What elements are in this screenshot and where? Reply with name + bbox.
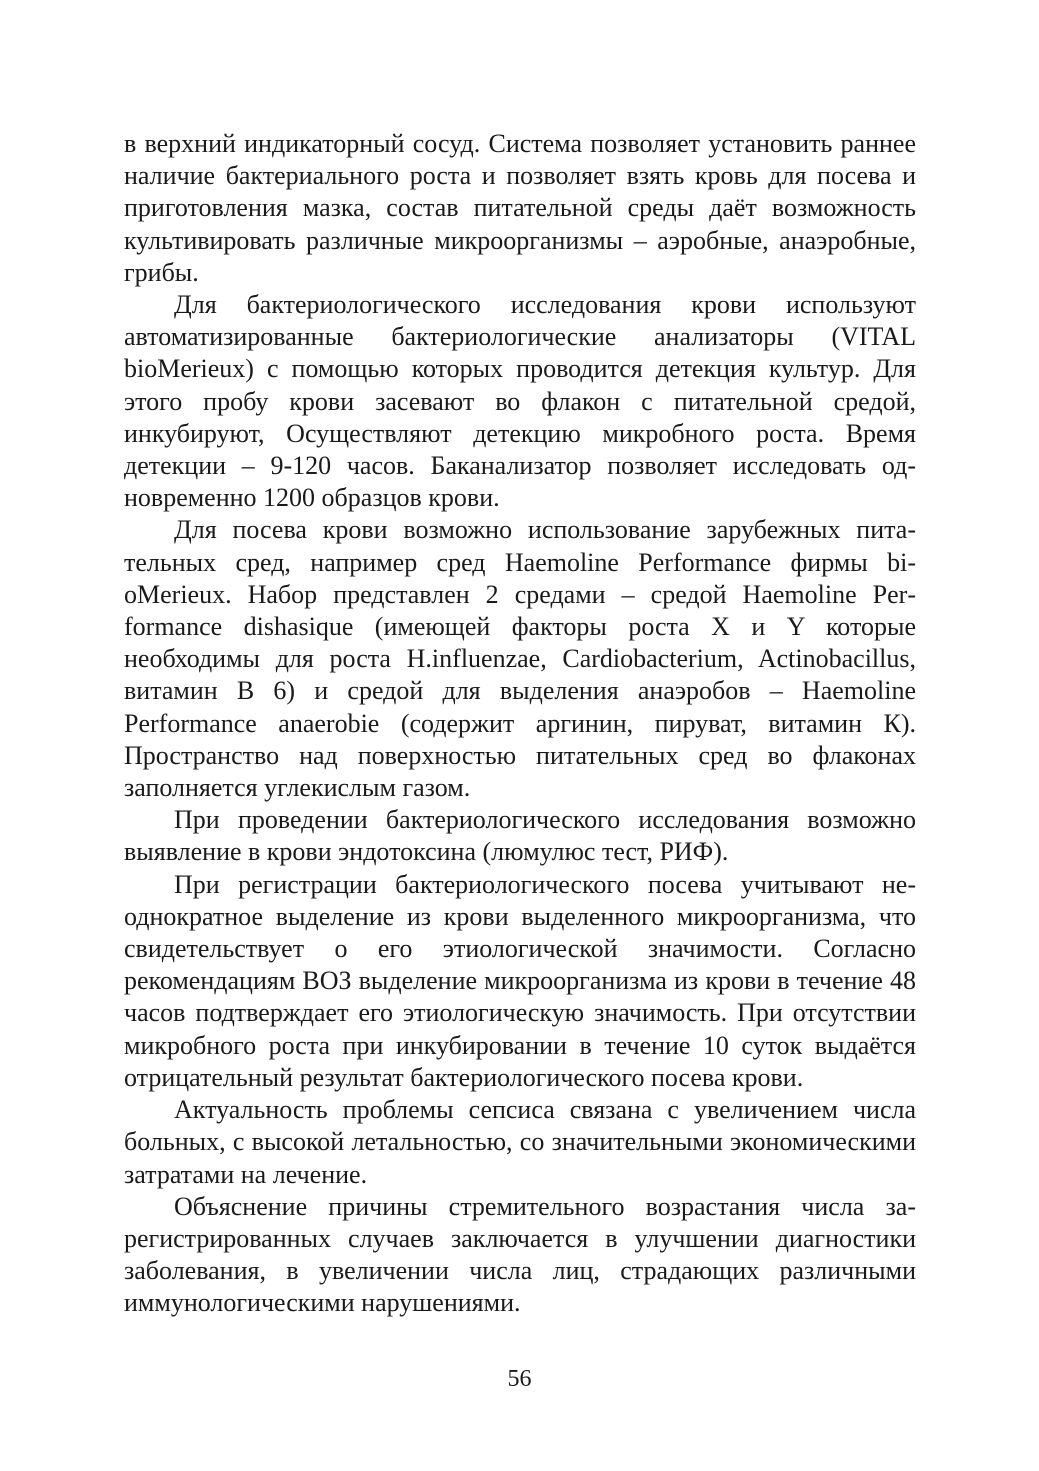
paragraph-6: Актуальность проблемы сепсиса связана с увеличением числа больных, с высокой летальностью, со значительными экономическими затратами на лечение. — [124, 1095, 916, 1189]
paragraph-7: Объяснение причины стремительного возрастания числа зарегистрированных случаев заключается в улучшении диагностики заболевания, в увеличении числа лиц, страдающих различными иммунологическими нарушениями. — [124, 1191, 916, 1318]
paragraph-4: При проведении бактериологического исследования возможно выявление в крови эндотоксина (люмулюс тест, РИФ). — [124, 805, 916, 867]
body-text — [124, 128, 916, 1320]
paragraph-2: Для бактериологического исследования крови используют автоматизированные бактериологические анализаторы (VITAL bioMerieux) с помощью которых проводится детекция культур. Для этого пробу крови засевают во флакон с питательной средой, инкубируют, Осуществляют детекцию микробного роста. Время детекции – 9-120 часов. Баканализатор позволяет исследовать одновременно 1200 образцов крови. — [124, 290, 916, 513]
paragraph-1: в верхний индикаторный сосуд. Система позволяет установить раннее наличие бактериального роста и позволяет взять кровь для посева и приготовления мазка, состав питательной среды даёт возможность культивировать различные микроорганизмы – аэробные, анаэробные, грибы. — [124, 129, 916, 287]
paragraph-5: При регистрации бактериологического посева учитывают неоднократное выделение из крови выделенного микроорганизма, что свидетельствует о его этиологической значимости. Согласно рекомендациям ВОЗ выделение микроорганизма из крови в течение 48 часов подтверждает его этиологическую значимость. При отсутствии микробного роста при инкубировании в течение 10 суток выдаётся отрицательный результат бактериологического посева крови. — [124, 869, 916, 1092]
page-number: 56 — [507, 1366, 532, 1392]
paragraph-3: Для посева крови возможно использование зарубежных питательных сред, например сред Haemoline Performance фирмы bioMerieux. Набор представлен 2 средами – средой Haemoline Performance dishasique (имеющей факторы роста X и Y которые необходимы для роста H.influenzae, Cardiobacterium, Actinobacillus, витамин В 6) и средой для выделения анаэробов – Haemoline Performance anaerobie (содержит аргинин, пируват, витамин К). Пространство над поверхностью питательных сред во флаконах заполняется углекислым газом. — [124, 515, 916, 803]
